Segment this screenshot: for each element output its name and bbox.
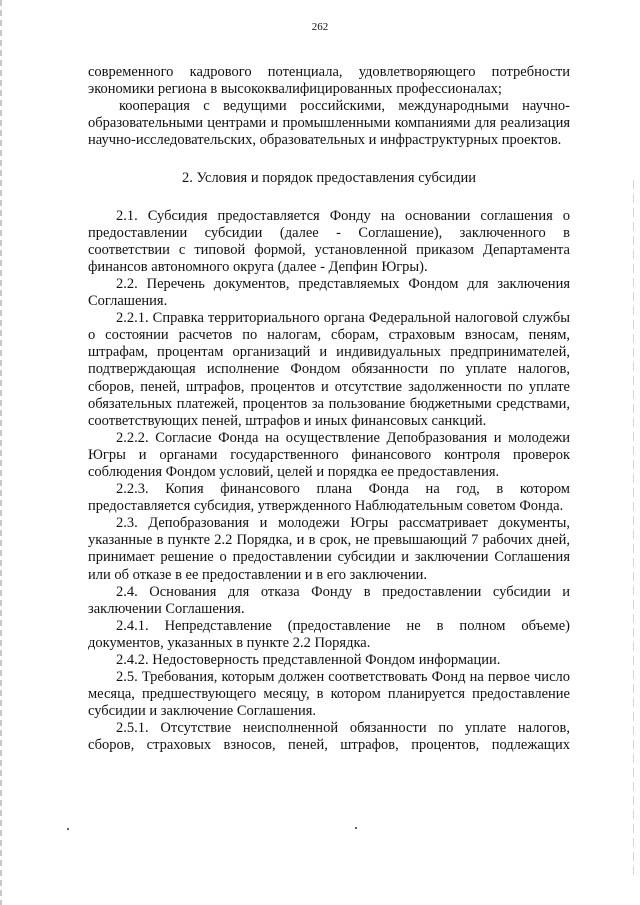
paragraph-2-1: 2.1. Субсидия предоставляется Фонду на основании соглашения о предоставлении субсидии (далее - Соглашение), заключенного в соответствии с типовой формой, установленной приказом Департамента финансов автономного округа (далее - Депфин Югры). (88, 207, 570, 275)
paragraph-2-4: 2.4. Основания для отказа Фонду в предоставлении субсидии и заключении Соглашения. (88, 583, 570, 617)
paragraph-2-2-2: 2.2.2. Согласие Фонда на осуществление Депобразования и молодежи Югры и органами государственного финансового контроля проверок соблюдения Фондом условий, целей и порядка ее предоставления. (88, 429, 570, 480)
paragraph-2-5: 2.5. Требования, которым должен соответствовать Фонд на первое число месяца, предшествующего месяцу, в котором планируется предоставление субсидии и заключение Соглашения. (88, 669, 570, 720)
scan-left-edge (0, 0, 2, 905)
paragraph-2-5-1: 2.5.1. Отсутствие неисполненной обязанности по уплате налогов, сборов, страховых взносов, пеней, штрафов, процентов, подлежащих (88, 720, 570, 754)
scan-speck (67, 828, 69, 830)
paragraph-2-2-1: 2.2.1. Справка территориального органа Федеральной налоговой службы о состоянии расчетов по налогам, сборам, страховым взносам, пеням, штрафам, процентам организаций и индивидуальных предпринимателей, подтверждающая исполнение Фондом обязанности по уплате налогов, сборов, пеней, штрафов, процентов и отсутствие задолженности по уплате обязательных платежей, процентов за пользование бюджетными средствами, соответствующих пеней, штрафов и иных финансовых санкций. (88, 310, 570, 429)
paragraph-2-4-1: 2.4.1. Непредставление (предоставление не в полном объеме) документов, указанных в пункте 2.2 Порядка. (88, 617, 570, 651)
document-body (88, 64, 570, 755)
paragraph-2-2-3: 2.2.3. Копия финансового плана Фонда на год, в котором предоставляется субсидия, утвержденного Наблюдательным советом Фонда. (88, 481, 570, 515)
paragraph-2-2: 2.2. Перечень документов, представляемых Фондом для заключения Соглашения. (88, 275, 570, 310)
page-number: 262 (311, 21, 329, 33)
paragraph-continuation: современного кадрового потенциала, удовлетворяющего потребности экономики региона в высококвалифицированных профессионалах; (88, 64, 570, 98)
scan-speck (355, 827, 357, 829)
scan-right-edge (633, 180, 634, 880)
paragraph-2-4-2: 2.4.2. Недостоверность представленной Фондом информации. (116, 652, 501, 668)
paragraph-cooperation: кооперация с ведущими российскими, международными научно-образовательными центрами и промышленными компаниями для реализация научно-исследовательских, образовательных и инфраструктурных проектов. (88, 98, 570, 149)
paragraph-2-3: 2.3. Депобразования и молодежи Югры рассматривает документы, указанные в пункте 2.2 Порядка, и в срок, не превышающий 7 рабочих дней, принимает решение о предоставлении субсидии и заключении Соглашения или об отказе в ее предоставлении и в его заключении. (88, 515, 570, 583)
section-heading: 2. Условия и порядок предоставления субсидии (181, 170, 476, 187)
